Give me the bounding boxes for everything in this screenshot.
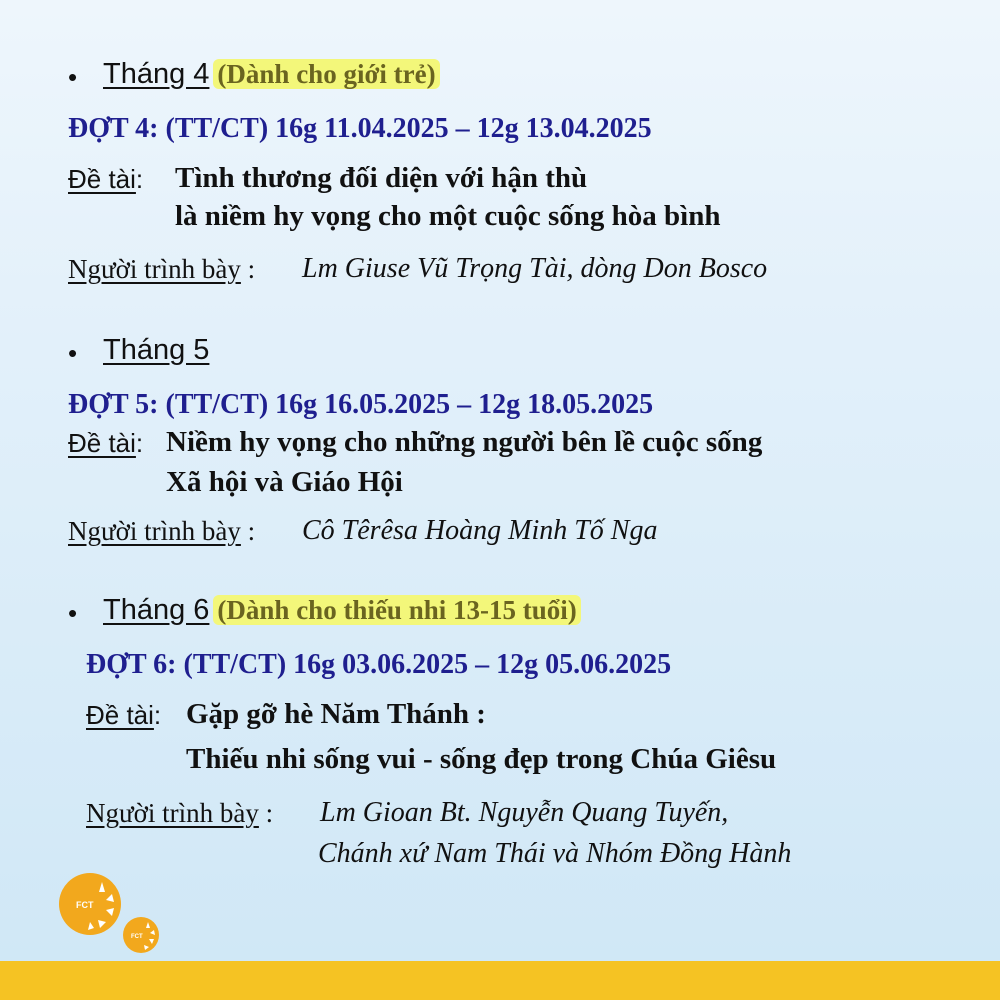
session-heading: ĐỢT 6: (TT/CT) 16g 03.06.2025 – 12g 05.06.2025 (86, 649, 672, 680)
topic-row (68, 164, 143, 195)
month-heading (103, 594, 581, 627)
topic-row (68, 428, 143, 459)
topic-label: Đề tài (68, 428, 136, 458)
month-label: Tháng 4 (103, 58, 210, 90)
sun-logo-small-icon (122, 916, 160, 954)
month-label: Tháng 5 (103, 334, 210, 366)
topic-label: Đề tài (68, 164, 136, 194)
bullet: • (68, 338, 78, 368)
month-heading (103, 58, 440, 91)
colon: : (135, 164, 144, 194)
topic-label: Đề tài (86, 700, 154, 730)
topic-line: Tình thương đối diện với hận thù (175, 162, 588, 194)
month-label: Tháng 6 (103, 594, 210, 626)
presenter-name: Lm Gioan Bt. Nguyễn Quang Tuyến, (320, 797, 729, 828)
session-heading: ĐỢT 4: (TT/CT) 16g 11.04.2025 – 12g 13.04.2025 (68, 113, 652, 144)
presenter-row (68, 254, 255, 285)
presenter-row (68, 516, 255, 547)
audience-highlight: (Dành cho thiếu nhi 13-15 tuổi) (213, 595, 580, 625)
sun-logo-icon (58, 872, 122, 936)
bullet: • (68, 598, 78, 628)
topic-line: Gặp gỡ hè Năm Thánh : (186, 698, 486, 730)
logo-text: FCT (76, 900, 94, 910)
presenter-label: Người trình bày (86, 798, 259, 828)
topic-line: Thiếu nhi sống vui - sống đẹp trong Chúa Giêsu (186, 743, 777, 775)
bottom-bar (0, 961, 1000, 1000)
topic-row (86, 700, 161, 731)
month-heading (103, 334, 209, 367)
audience-highlight: (Dành cho giới trẻ) (213, 59, 439, 89)
colon: : (247, 254, 256, 284)
colon: : (135, 428, 144, 458)
colon: : (247, 516, 256, 546)
presenter-row (86, 798, 273, 829)
presenter-affiliation: Chánh xứ Nam Thái và Nhóm Đồng Hành (318, 838, 792, 869)
topic-line: là niềm hy vọng cho một cuộc sống hòa bình (175, 200, 721, 232)
logo-text: FCT (131, 934, 143, 940)
topic-line: Niềm hy vọng cho những người bên lề cuộc sống (166, 426, 763, 458)
presenter-label: Người trình bày (68, 516, 241, 546)
presenter-name: Cô Têrêsa Hoàng Minh Tố Nga (302, 515, 658, 546)
session-heading: ĐỢT 5: (TT/CT) 16g 16.05.2025 – 12g 18.05.2025 (68, 389, 654, 420)
presenter-label: Người trình bày (68, 254, 241, 284)
colon: : (153, 700, 162, 730)
topic-line: Xã hội và Giáo Hội (166, 466, 403, 498)
bullet: • (68, 62, 78, 92)
colon: : (265, 798, 274, 828)
presenter-name: Lm Giuse Vũ Trọng Tài, dòng Don Bosco (302, 253, 768, 284)
